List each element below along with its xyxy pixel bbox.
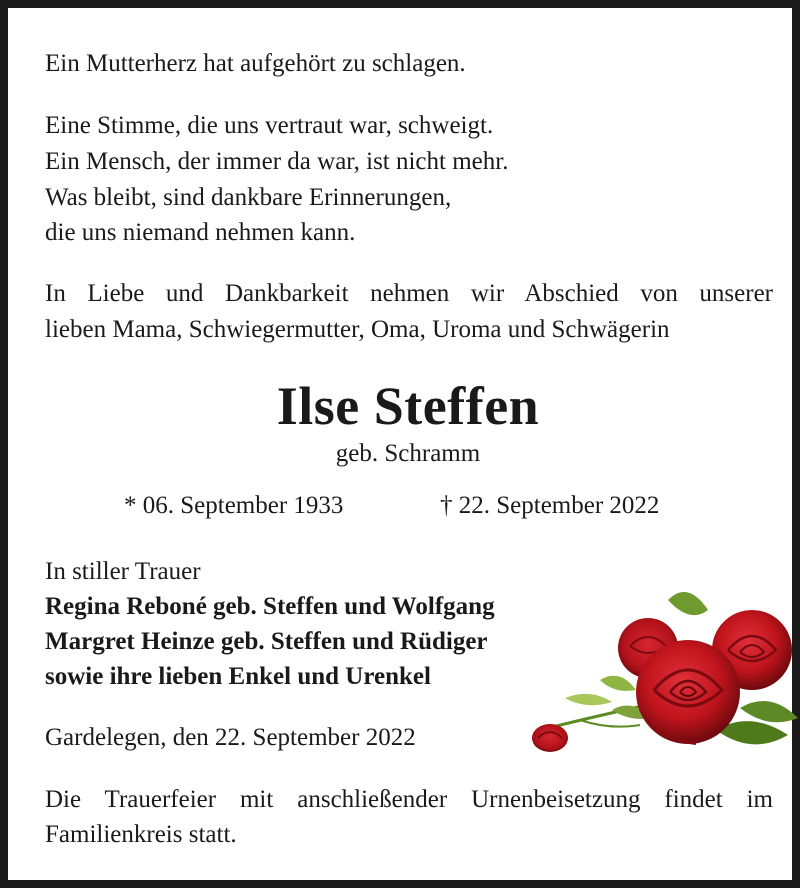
funeral-line-2: Familienkreis statt. bbox=[45, 821, 237, 848]
mourner-line-3: sowie ihre lieben Enkel und Urenkel bbox=[45, 663, 431, 690]
poem-line-1: Ein Mutterherz hat aufgehört zu schlagen. bbox=[45, 50, 466, 77]
mourner-line-2: Margret Heinze geb. Steffen und Rüdiger bbox=[45, 628, 488, 655]
place-date: Gardelegen, den 22. September 2022 bbox=[45, 724, 416, 751]
maiden-name: geb. Schramm bbox=[335, 440, 481, 467]
farewell-line-1: In Liebe und Dankbarkeit nehmen wir Abschied von unserer bbox=[45, 280, 773, 307]
poem-line-5: die uns niemand nehmen kann. bbox=[45, 219, 356, 246]
poem-line-3: Ein Mensch, der immer da war, ist nicht mehr. bbox=[45, 148, 509, 175]
funeral-line-1: Die Trauerfeier mit anschließender Urnenbeisetzung findet im bbox=[45, 786, 773, 813]
deceased-name: Ilse Steffen bbox=[276, 376, 540, 436]
death-date: † 22. September 2022 bbox=[440, 492, 660, 519]
birth-date: * 06. September 1933 bbox=[124, 492, 344, 519]
farewell-line-2: lieben Mama, Schwiegermutter, Oma, Uroma und Schwägerin bbox=[45, 316, 670, 343]
roses-image bbox=[520, 580, 800, 760]
poem-line-4: Was bleibt, sind dankbare Erinnerungen, bbox=[45, 184, 452, 211]
mourner-line-1: Regina Reboné geb. Steffen und Wolfgang bbox=[45, 593, 495, 620]
poem-line-2: Eine Stimme, die uns vertraut war, schweigt. bbox=[45, 112, 494, 139]
mourners-intro: In stiller Trauer bbox=[45, 558, 201, 585]
